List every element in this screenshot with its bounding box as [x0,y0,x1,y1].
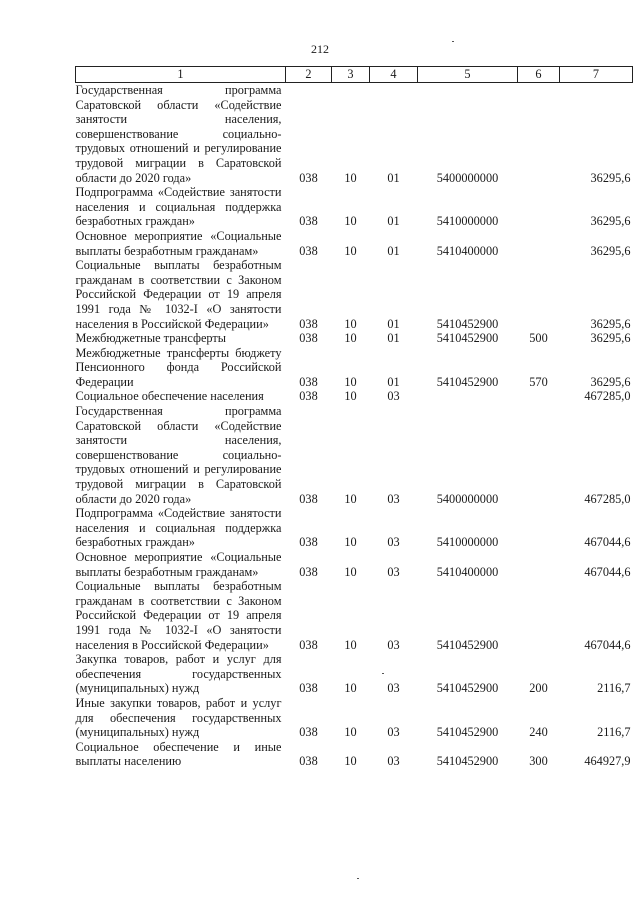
code-section: 10 [344,491,357,506]
table-row [76,346,633,390]
code-expense-type [518,185,560,229]
code-admin: 038 [299,535,318,550]
code-expense-type [518,404,560,506]
table-row [76,389,633,404]
code-section: 10 [344,535,357,550]
code-section: 10 [344,681,357,696]
scan-speck [452,41,454,42]
code-target: 5410400000 [436,564,499,579]
code-target: 5410000000 [436,214,499,229]
code-subsection: 03 [387,491,400,506]
code-expense-type: 570 [529,374,548,389]
code-target: 5410452900 [436,637,499,652]
code-subsection: 03 [387,754,400,769]
code-expense-type [518,506,560,550]
page-number: 212 [311,42,329,56]
code-subsection: 01 [387,316,400,331]
row-name: Основное мероприятие «Социальные выплаты безработным гражданам» [75,550,282,579]
table-row [76,550,633,579]
code-admin: 038 [299,389,318,404]
amount: 2116,7 [597,681,631,696]
code-expense-type [518,83,560,186]
code-section: 10 [344,564,357,579]
table-row [76,229,633,258]
row-name: Иные закупки товаров, работ и услуг для обеспечения государственных (муниципальных) нужд [75,695,282,740]
amount: 467044,6 [584,637,631,652]
code-subsection: 01 [387,214,400,229]
code-section: 10 [344,316,357,331]
code-expense-type [518,229,560,258]
code-target: 5410452900 [436,316,499,331]
amount: 2116,7 [597,725,631,740]
table-row [76,185,633,229]
code-admin: 038 [299,564,318,579]
scan-speck [357,878,359,879]
header-cell: 2 [286,67,332,83]
header-cell: 5 [418,67,518,83]
row-name: Межбюджетные трансферты [75,331,227,346]
row-name: Подпрограмма «Содействие занятости населения и социальная поддержка безработных граждан» [75,506,282,550]
code-section: 10 [344,754,357,769]
code-target: 5410452900 [436,725,499,740]
amount: 36295,6 [590,316,631,331]
code-admin: 038 [299,681,318,696]
code-target: 5400000000 [436,170,499,185]
table-body [76,83,633,769]
table-row [76,740,633,769]
code-section: 10 [344,389,357,404]
code-subsection: 01 [387,243,400,258]
code-expense-type: 240 [529,725,548,740]
table-row [76,696,633,740]
code-admin: 038 [299,243,318,258]
code-target: 5410452900 [436,754,499,769]
table-row [76,258,633,331]
header-cell: 3 [332,67,370,83]
table-row [76,579,633,652]
table-row [76,652,633,696]
code-subsection: 03 [387,564,400,579]
code-section: 10 [344,214,357,229]
code-subsection: 03 [387,389,400,404]
code-section: 10 [344,331,357,346]
code-expense-type [518,258,560,331]
code-admin: 038 [299,374,318,389]
code-section: 10 [344,725,357,740]
amount: 464927,9 [584,754,631,769]
row-name: Государственная программа Саратовской области «Содействие занятости населения, совершенствование социально-трудовых отношений и регулирование трудовой миграции в Саратовской области до 2020 года» [75,83,282,185]
code-admin: 038 [299,331,318,346]
code-section: 10 [344,170,357,185]
code-subsection: 03 [387,535,400,550]
code-expense-type [518,389,560,404]
code-expense-type: 300 [529,754,548,769]
code-target: 5410452900 [436,681,499,696]
row-name: Межбюджетные трансферты бюджету Пенсионного фонда Российской Федерации [75,345,282,389]
row-name: Социальное обеспечение населения [75,389,264,404]
row-name: Социальные выплаты безработным гражданам в соответствии с Законом Российской Федерации от 19 апреля 1991 года № 1032-I «О занятости населения в Российской Федерации» [75,258,282,331]
row-name: Подпрограмма «Содействие занятости населения и социальная поддержка безработных граждан» [75,185,282,229]
header-cell: 6 [518,67,560,83]
amount: 467285,0 [584,389,631,404]
code-section: 10 [344,243,357,258]
amount: 36295,6 [590,170,631,185]
amount: 36295,6 [590,243,631,258]
code-target: 5410452900 [436,374,499,389]
code-section: 10 [344,637,357,652]
amount: 467044,6 [584,564,631,579]
table-row [76,404,633,506]
code-admin: 038 [299,491,318,506]
code-expense-type: 200 [529,681,548,696]
code-target: 5410400000 [436,243,499,258]
code-expense-type: 500 [529,331,548,346]
budget-table [75,66,633,769]
header-cell: 7 [560,67,633,83]
row-name: Основное мероприятие «Социальные выплаты безработным гражданам» [75,228,282,258]
code-admin: 038 [299,170,318,185]
code-subsection: 03 [387,637,400,652]
code-target: 5410452900 [436,331,499,346]
code-target: 5410000000 [436,535,499,550]
code-admin: 038 [299,754,318,769]
amount: 467285,0 [584,491,631,506]
code-subsection: 01 [387,374,400,389]
row-name: Закупка товаров, работ и услуг для обеспечения государственных (муниципальных) нужд [75,652,282,696]
code-target: 5400000000 [436,491,499,506]
table-row [76,331,633,346]
header-row [76,67,633,83]
code-subsection: 01 [387,331,400,346]
code-admin: 038 [299,214,318,229]
header-cell: 4 [370,67,418,83]
amount: 36295,6 [590,214,631,229]
code-admin: 038 [299,725,318,740]
code-section: 10 [344,374,357,389]
code-subsection: 03 [387,725,400,740]
header-cell: 1 [76,67,286,83]
code-target [418,389,518,404]
table-row [76,506,633,550]
row-name: Социальные выплаты безработным гражданам в соответствии с Законом Российской Федерации от 19 апреля 1991 года № 1032-I «О занятости населения в Российской Федерации» [75,579,282,652]
amount: 36295,6 [590,374,631,389]
code-subsection: 03 [387,681,400,696]
row-name: Государственная программа Саратовской области «Содействие занятости населения, совершенствование социально-трудовых отношений и регулирование трудовой миграции в Саратовской области до 2020 года» [75,404,282,506]
row-name: Социальное обеспечение и иные выплаты населению [75,739,282,769]
amount: 467044,6 [584,535,631,550]
code-admin: 038 [299,316,318,331]
code-expense-type [518,579,560,652]
table-row [76,83,633,186]
code-subsection: 01 [387,170,400,185]
code-admin: 038 [299,637,318,652]
amount: 36295,6 [590,331,631,346]
code-expense-type [518,550,560,579]
